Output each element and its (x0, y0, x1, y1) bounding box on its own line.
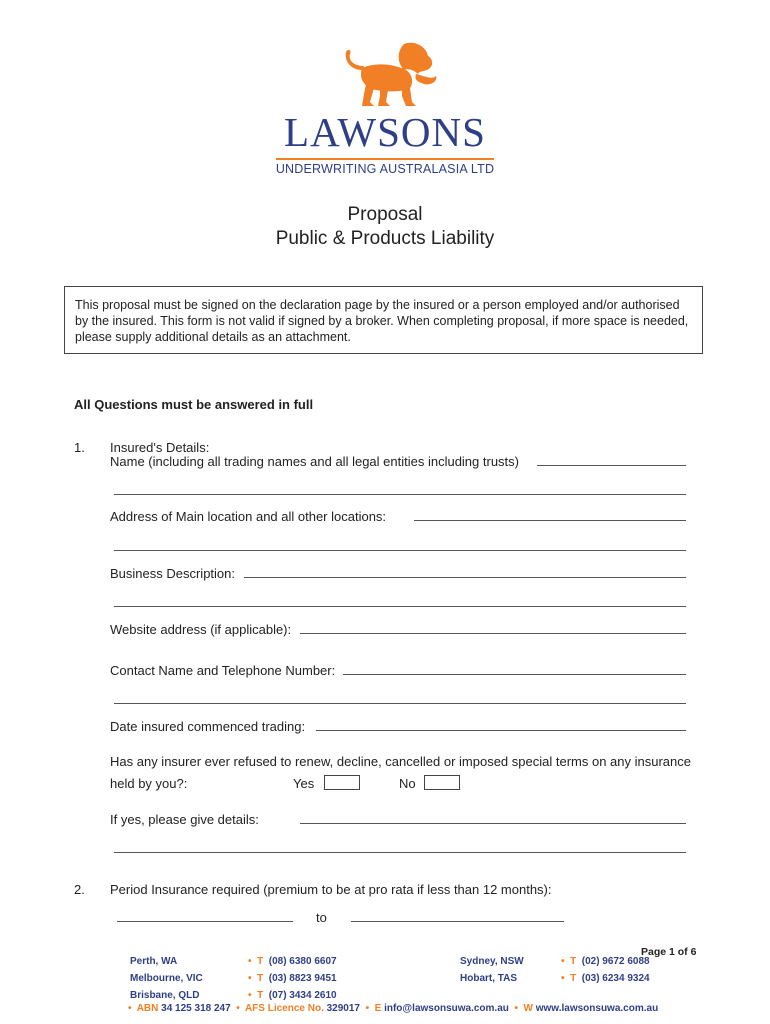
page-title: Proposal (347, 204, 423, 225)
office-phone: • T (07) 3434 2610 (248, 990, 337, 1001)
no-label: No (399, 776, 416, 791)
notice-box: This proposal must be signed on the declaration page by the insured or a person employed and/or authorised by the insured. This form is not valid if signed by a broker. When completing proposal, if more space is needed, please supply additional details as an attachment. (64, 286, 703, 354)
yes-label: Yes (293, 776, 315, 791)
date-label: Date insured commenced trading: (110, 719, 306, 734)
office-city: Perth, WA (130, 956, 178, 967)
q1-title: Insured's Details: (110, 440, 210, 455)
details-field-continued[interactable] (114, 852, 686, 853)
page-number: Page 1 of 6 (641, 946, 697, 958)
office-phone: • T (03) 6234 9324 (561, 973, 650, 984)
name-field[interactable] (537, 465, 686, 466)
details-label: If yes, please give details: (110, 812, 259, 827)
office-phone: • T (02) 9672 6088 (561, 956, 650, 967)
period-to-field[interactable] (351, 921, 564, 922)
website-link[interactable]: www.lawsonsuwa.com.au (535, 1003, 659, 1014)
brand-rule (276, 158, 494, 160)
address-field-continued[interactable] (114, 550, 686, 551)
website-label: Website address (if applicable): (110, 622, 292, 637)
business-label: Business Description: (110, 566, 235, 581)
name-label: Name (including all trading names and all legal entities including trusts) (110, 454, 519, 469)
office-city: Sydney, NSW (460, 956, 524, 967)
footer-details: • ABN 34 125 318 247 • AFS Licence No. 329017 • E info@lawsonsuwa.com.au • W www.lawsonsuwa.com.au (128, 1003, 659, 1014)
office-city: Hobart, TAS (460, 973, 518, 984)
no-checkbox[interactable] (424, 775, 460, 790)
website-field[interactable] (300, 633, 686, 634)
logo (270, 38, 500, 178)
name-field-continued[interactable] (114, 494, 686, 495)
address-field[interactable] (414, 520, 686, 521)
refused-label-cont: held by you?: (110, 776, 188, 791)
contact-label: Contact Name and Telephone Number: (110, 663, 336, 678)
yes-checkbox[interactable] (324, 775, 360, 790)
q2-title: Period Insurance required (premium to be at pro rata if less than 12 months): (110, 882, 552, 897)
date-field[interactable] (316, 730, 686, 731)
business-field[interactable] (244, 577, 686, 578)
details-field[interactable] (300, 823, 686, 824)
page-subtitle: Public & Products Liability (275, 228, 495, 249)
office-phone: • T (03) 8823 9451 (248, 973, 337, 984)
contact-field[interactable] (343, 674, 686, 675)
q1-number: 1. (74, 440, 85, 455)
office-city: Melbourne, VIC (130, 973, 203, 984)
contact-field-continued[interactable] (114, 703, 686, 704)
brand-subtitle: UNDERWRITING AUSTRALASIA LTD (275, 162, 495, 176)
lion-icon (332, 40, 442, 110)
section-heading: All Questions must be answered in full (74, 397, 314, 412)
q2-number: 2. (74, 882, 85, 897)
office-phone: • T (08) 6380 6607 (248, 956, 337, 967)
business-field-continued[interactable] (114, 606, 686, 607)
refused-label: Has any insurer ever refused to renew, decline, cancelled or imposed special terms on any insurance (110, 754, 691, 769)
office-city: Brisbane, QLD (130, 990, 200, 1001)
period-to-label: to (316, 910, 327, 925)
email-link[interactable]: info@lawsonsuwa.com.au (384, 1003, 509, 1014)
period-from-field[interactable] (117, 921, 293, 922)
brand-name: LAWSONS (284, 109, 486, 155)
address-label: Address of Main location and all other locations: (110, 509, 387, 524)
